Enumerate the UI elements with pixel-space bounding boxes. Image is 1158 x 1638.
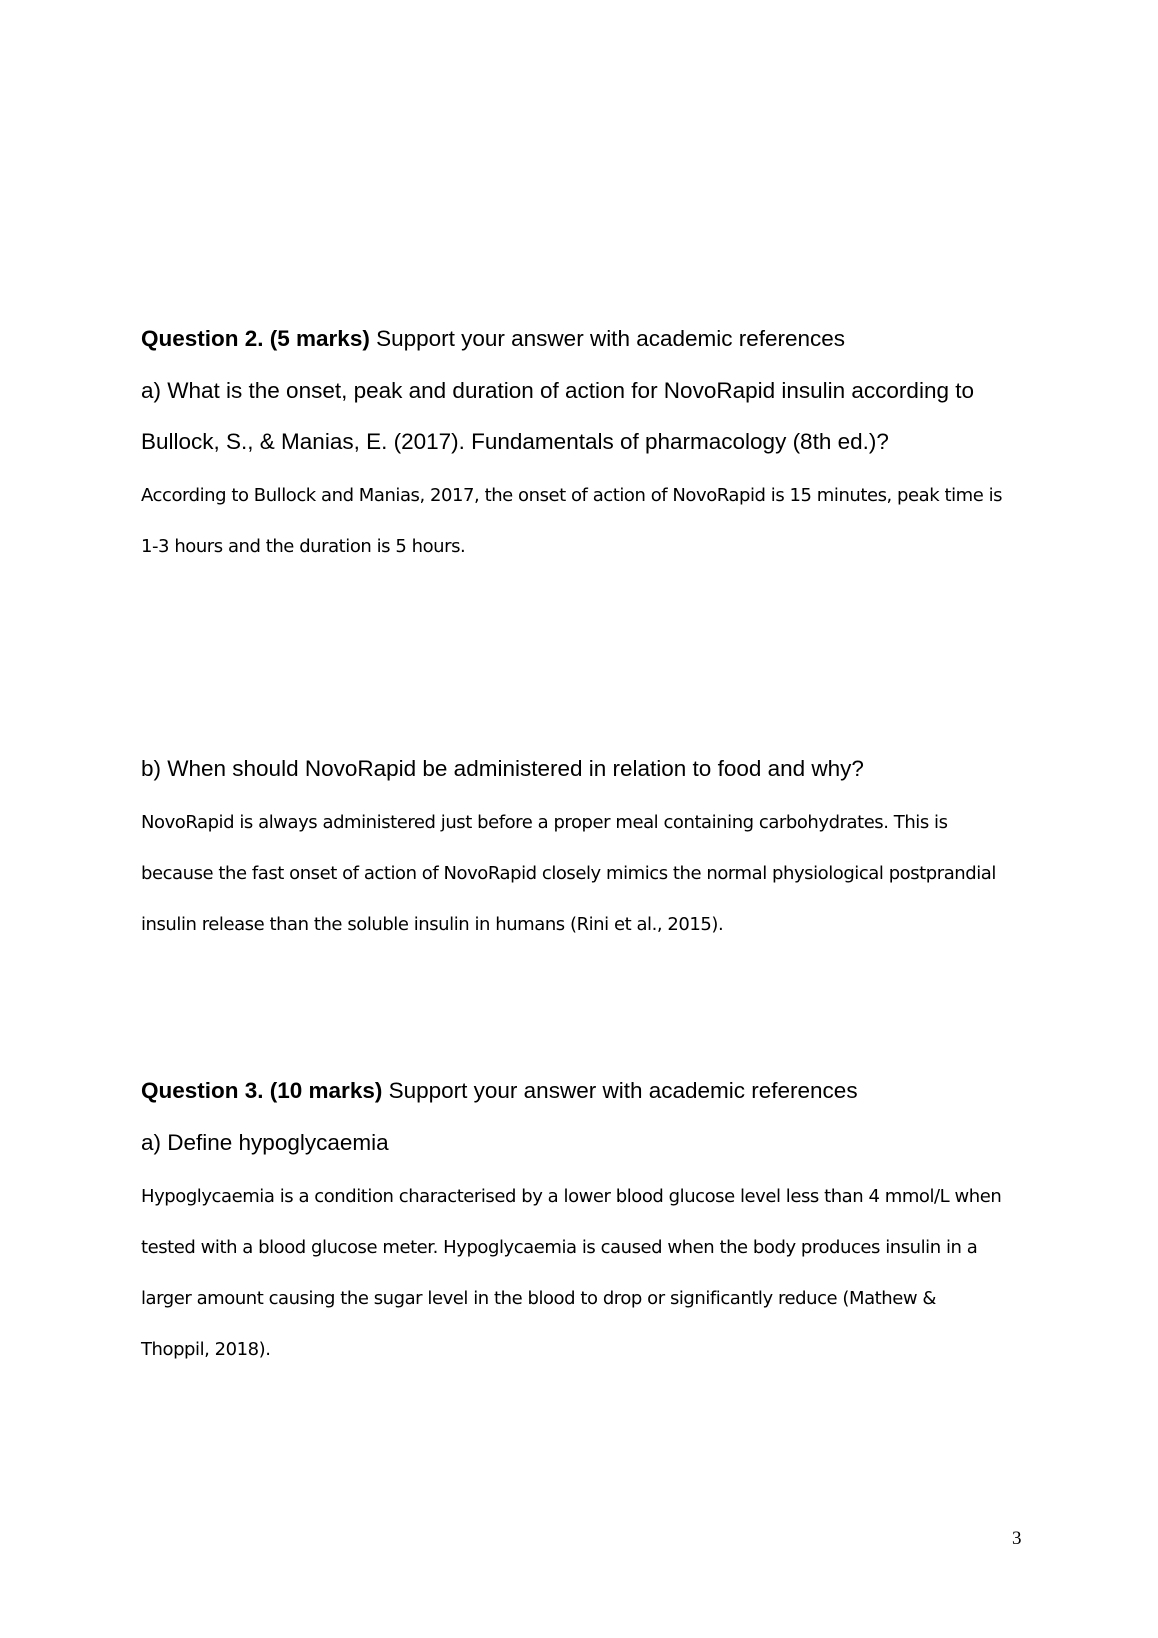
- question-2-heading: [141, 325, 845, 353]
- question-2a-line-2: Bullock, S., & Manias, E. (2017). Fundamentals of pharmacology (8th ed.)?: [141, 429, 889, 454]
- page-number: 3: [1012, 1528, 1022, 1549]
- answer-2a-line-1: According to Bullock and Manias, 2017, the onset of action of NovoRapid is 15 minutes, peak time is: [141, 485, 1003, 506]
- question-3a: a) Define hypoglycaemia: [141, 1130, 389, 1155]
- question-3-heading: [141, 1077, 858, 1105]
- answer-3a-line-1: Hypoglycaemia is a condition characterised by a lower blood glucose level less than 4 mmol/L when: [141, 1186, 1002, 1207]
- question-3-instruction: Support your answer with academic references: [382, 1078, 858, 1103]
- answer-2b-line-2: because the fast onset of action of NovoRapid closely mimics the normal physiological postprandial: [141, 863, 996, 884]
- answer-2b-line-1: NovoRapid is always administered just before a proper meal containing carbohydrates. This is: [141, 812, 948, 833]
- question-2-label: Question 2. (5 marks): [141, 326, 370, 351]
- answer-3a-line-2: tested with a blood glucose meter. Hypoglycaemia is caused when the body produces insulin in a: [141, 1237, 978, 1258]
- answer-3a-line-3: larger amount causing the sugar level in the blood to drop or significantly reduce (Mathew &: [141, 1288, 936, 1309]
- answer-2b-line-3: insulin release than the soluble insulin in humans (Rini et al., 2015).: [141, 914, 724, 935]
- question-3-label: Question 3. (10 marks): [141, 1078, 383, 1103]
- question-2-instruction: Support your answer with academic references: [369, 326, 846, 351]
- question-2b: b) When should NovoRapid be administered in relation to food and why?: [141, 756, 864, 781]
- answer-2a-line-2: 1-3 hours and the duration is 5 hours.: [141, 536, 466, 557]
- answer-3a-line-4: Thoppil, 2018).: [141, 1339, 271, 1360]
- question-2a-line-1: a) What is the onset, peak and duration of action for NovoRapid insulin according to: [141, 378, 974, 403]
